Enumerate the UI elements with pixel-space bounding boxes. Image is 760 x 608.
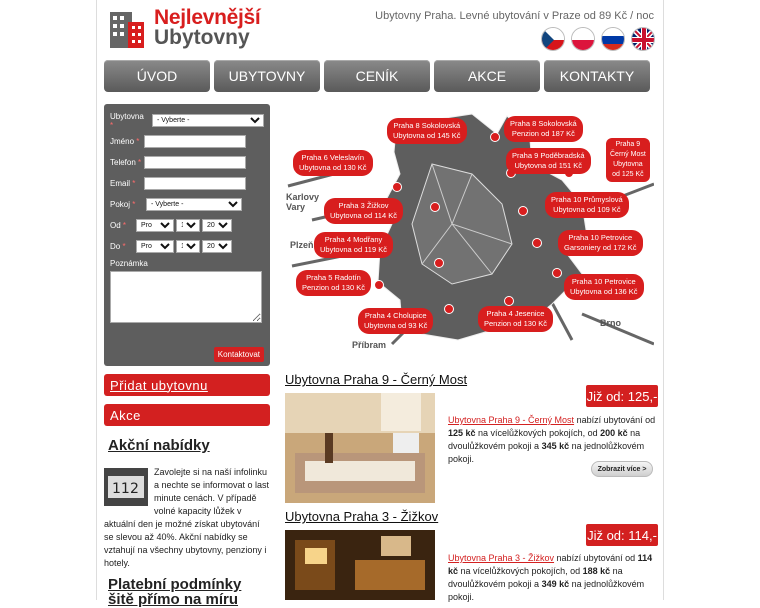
main-nav	[104, 60, 650, 92]
od-day-select[interactable]	[176, 219, 200, 232]
czech-flag-icon[interactable]	[541, 27, 565, 51]
listing-description: Ubytovna Praha 3 - Žižkov nabízí ubytování od 114 kč na vícelůžkových pokojích, od 188 kč na dvoulůžkovém pokoji a 349 kč na jednolůžkovém pokoji.	[448, 553, 653, 602]
od-year-select[interactable]	[202, 219, 232, 232]
od-label: Od *	[110, 221, 127, 230]
map-bubble-praha9-cerny-most[interactable]: Praha 9 Černý Most Ubytovna od 125 Kč	[606, 138, 650, 182]
do-label: Do *	[110, 242, 126, 251]
building-icon	[108, 6, 148, 48]
map-bubble-praha10-petrovice-ubytovna[interactable]: Praha 10 Petrovice Ubytovna od 136 Kč	[564, 274, 644, 300]
city-plzen: Plzeň	[290, 240, 314, 250]
map-dot[interactable]	[374, 280, 384, 290]
map-bubble-praha5[interactable]: Praha 5 Radotín Penzion od 130 Kč	[296, 270, 371, 296]
nav-uvod[interactable]: ÚVOD	[104, 60, 210, 92]
pokoj-label: Pokoj *	[110, 200, 136, 209]
site-tagline: Ubytovny Praha. Levné ubytování v Praze od 89 Kč / noc	[375, 10, 654, 22]
phone-input[interactable]	[144, 156, 246, 169]
room-photo	[285, 530, 435, 600]
email-label: Email *	[110, 179, 136, 188]
room-photo	[285, 393, 435, 503]
map-bubble-praha8-ubytovna[interactable]: Praha 8 Sokolovská Ubytovna od 145 Kč	[387, 118, 467, 144]
map-dot[interactable]	[552, 268, 562, 278]
map-dot[interactable]	[532, 238, 542, 248]
listing-title[interactable]: Ubytovna Praha 9 - Černý Most	[285, 372, 468, 387]
map-bubble-praha6[interactable]: Praha 6 Veleslavín Ubytovna od 130 Kč	[293, 150, 373, 176]
akce-text-block	[104, 466, 270, 570]
od-month-select[interactable]	[136, 219, 174, 232]
do-day-select[interactable]	[176, 240, 200, 253]
pokoj-select[interactable]	[146, 198, 242, 211]
svg-text:11: 11	[112, 481, 130, 497]
name-input[interactable]	[144, 135, 246, 148]
language-switcher	[541, 27, 655, 51]
listing-photo[interactable]	[285, 530, 435, 600]
logo-line-2: Ubytovny	[154, 26, 250, 49]
map-bubble-praha4-modrany[interactable]: Praha 4 Modřany Ubytovna od 119 Kč	[314, 232, 393, 258]
listing-link[interactable]: Ubytovna Praha 9 - Černý Most	[448, 415, 575, 425]
map-dot[interactable]	[434, 258, 444, 268]
nav-cenik[interactable]: CENÍK	[324, 60, 430, 92]
listing-link[interactable]: Ubytovna Praha 3 - Žižkov	[448, 553, 555, 563]
polish-flag-icon[interactable]	[571, 27, 595, 51]
city-pribram: Příbram	[352, 340, 387, 350]
akce-text: Zavolejte si na naší infolinku a nechte se informovat o last minute cenách. V případě volné kapacity lůžek v aktuální den je možné získat ubytování se slevou až 40%. Akční nabídky se vztahují na všechny ubytovny, penziony i hotely.	[104, 467, 270, 568]
telefon-label: Telefon *	[110, 158, 142, 167]
map-bubble-praha9-podebradska[interactable]: Praha 9 Poděbradská Ubytovna od 151 Kč	[506, 148, 591, 174]
map-bubble-praha3[interactable]: Praha 3 Žižkov Ubytovna od 114 Kč	[324, 198, 403, 224]
map-bubble-praha8-penzion[interactable]: Praha 8 Sokolovská Penzion od 187 Kč	[504, 116, 583, 142]
listing-price: Již od: 114,-	[586, 524, 658, 546]
ubytovna-label: Ubytovna *	[110, 111, 144, 130]
map-dot[interactable]	[518, 206, 528, 216]
russian-flag-icon[interactable]	[601, 27, 625, 51]
prague-map	[282, 104, 654, 360]
map-dot[interactable]	[430, 202, 440, 212]
map-dot[interactable]	[444, 304, 454, 314]
watch-icon	[104, 468, 148, 506]
site-logo[interactable]	[104, 4, 264, 50]
nav-ubytovny[interactable]: UBYTOVNY	[214, 60, 320, 92]
map-bubble-praha4-jesenice[interactable]: Praha 4 Jesenice Penzion od 130 Kč	[478, 306, 553, 332]
akce-button[interactable]: Akce	[104, 404, 270, 426]
listing-photo[interactable]	[285, 393, 435, 503]
akce-heading[interactable]: Akční nabídky	[108, 437, 210, 454]
listing-price: Již od: 125,-	[586, 385, 658, 407]
map-dot[interactable]	[392, 182, 402, 192]
svg-text:2: 2	[130, 481, 139, 497]
poznamka-label: Poznámka	[110, 259, 148, 268]
city-karlovy-vary: Karlovy Vary	[286, 192, 320, 212]
email-input[interactable]	[144, 177, 246, 190]
nav-kontakty[interactable]: KONTAKTY	[544, 60, 650, 92]
logo-line-1: Nejlevnější	[154, 6, 261, 29]
map-bubble-praha10-prumyslova[interactable]: Praha 10 Průmyslová Ubytovna od 109 Kč	[545, 192, 629, 218]
listing-description: Ubytovna Praha 9 - Černý Most nabízí ubytování od 125 kč na vícelůžkových pokojích, od 200 kč na dvoulůžkovém pokoji a 345 kč na jednolůžkovém pokoji.	[448, 415, 656, 464]
map-dot[interactable]	[490, 132, 500, 142]
note-textarea[interactable]	[110, 271, 262, 323]
do-month-select[interactable]	[136, 240, 174, 253]
add-hostel-button[interactable]: Přidat ubytovnu	[104, 374, 270, 396]
listing-title[interactable]: Ubytovna Praha 3 - Žižkov	[285, 509, 439, 524]
map-bubble-praha4-cholupice[interactable]: Praha 4 Cholupice Ubytovna od 93 Kč	[358, 308, 433, 334]
map-dot[interactable]	[504, 296, 514, 306]
do-year-select[interactable]	[202, 240, 232, 253]
ubytovna-select[interactable]	[152, 114, 264, 127]
nav-akce[interactable]: AKCE	[434, 60, 540, 92]
booking-form	[104, 104, 270, 366]
map-bubble-praha10-petrovice-garsoniery[interactable]: Praha 10 Petrovice Garsoniery od 172 Kč	[558, 230, 643, 256]
show-more-button[interactable]: Zobrazit více >	[591, 461, 653, 477]
submit-button[interactable]: Kontaktovat	[214, 347, 264, 362]
payment-heading[interactable]: Platební podmínky šitě přímo na míru	[108, 576, 242, 608]
city-brno: Brno	[600, 318, 621, 328]
watch-image	[104, 468, 148, 506]
jmeno-label: Jméno *	[110, 137, 140, 146]
english-flag-icon[interactable]	[631, 27, 655, 51]
